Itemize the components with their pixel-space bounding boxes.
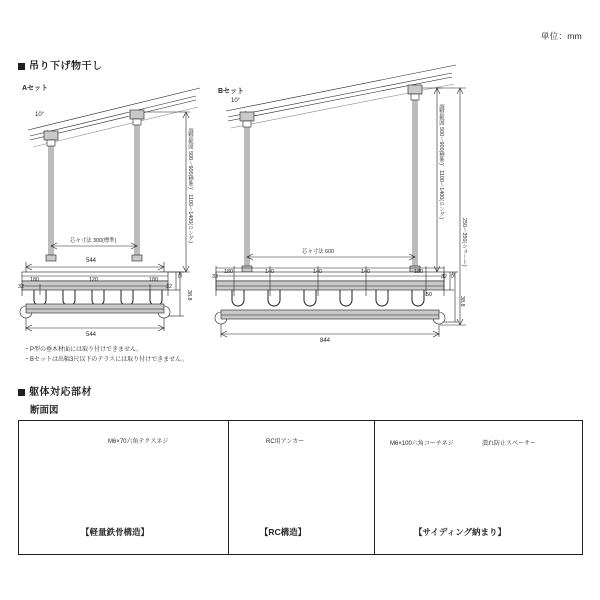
a-set-angle: 10°	[35, 112, 45, 118]
b-set-name: Bセット	[218, 88, 245, 95]
a-set-side-dim-45: 45	[176, 272, 182, 278]
detail-1-caption: 【軽量鉄骨構造】	[80, 527, 149, 537]
a-set-dim-180-left: 180	[30, 277, 39, 283]
b-set-roof	[226, 65, 456, 128]
b-set-bottom-width: 844	[320, 338, 331, 344]
a-set-edge-dim-right: 32	[166, 284, 172, 290]
section-title-hanging: 吊り下げ物干し	[18, 57, 103, 72]
b-set-edge-dim-left: 32	[212, 274, 218, 280]
a-set-edge-dim-left: 32	[18, 284, 24, 290]
b-set-side-dim-388: 38.8	[459, 296, 465, 307]
b-set-rail	[215, 272, 445, 324]
b-set-height-label: 調整範囲 500～900(標準)、1100～1400(ロング)	[438, 104, 444, 220]
a-set-right-hanger	[130, 110, 144, 261]
detail-3-label-screw: M6×100六角コーチネジ	[390, 441, 454, 447]
b-set-bottom-dimension	[221, 324, 439, 337]
a-set-bottom-width: 544	[86, 332, 97, 338]
a-set-center-dim-label: 芯々寸法 300(標準)	[70, 238, 117, 244]
a-set-height-label: 調整範囲 500～900(標準)、1100～1400(ロング)	[187, 128, 193, 244]
b-set-side-dim-45: 45	[449, 272, 455, 278]
unit-note: 単位：mm	[540, 31, 582, 41]
a-set-dim-180-right: 180	[149, 277, 158, 283]
a-set-name: Aセット	[22, 85, 49, 92]
note-1: ・P型の垂木材面には取り付けできません。	[24, 347, 143, 353]
b-set-height-label-2: 250～350(ショート)	[461, 218, 467, 267]
b-set-center-dim-label: 芯々寸法 600	[302, 249, 335, 255]
detail-2-label-anchor: RC用アンカー	[266, 439, 305, 445]
b-set-dim-140-1: 140	[265, 269, 274, 275]
section-title-body-parts: 躯体対応部材	[18, 383, 92, 398]
a-set-height-dimension	[144, 112, 190, 272]
detail-1-label-screw: M6×70六角テクスネジ	[108, 439, 169, 445]
b-set-dim-140-3: 140	[361, 269, 370, 275]
subtitle-cross-section: 断面図	[30, 405, 59, 416]
a-set-dim-120: 120	[89, 277, 98, 283]
note-2: ・Bセットは出幅3尺以下のテラスには取り付けできません。	[24, 357, 188, 363]
b-set-right-hanger	[408, 85, 422, 272]
detail-3-caption: 【サイディング納まり】	[413, 527, 507, 537]
b-set-edge-dim-right: 32	[441, 274, 447, 280]
detail-2-caption: 【RC構造】	[259, 527, 307, 537]
b-set-left-hanger	[240, 112, 254, 272]
b-set-angle: 10°	[231, 98, 241, 104]
b-set-dim-140-2: 140	[313, 269, 322, 275]
bullet-square-icon-2	[18, 389, 25, 396]
a-set-top-width: 544	[86, 258, 97, 264]
a-set-left-hanger	[44, 131, 58, 261]
a-set-bottom-dimension	[26, 318, 164, 331]
b-set-dim-180-right: 180	[414, 269, 423, 275]
b-set-side-dim-50: 50	[426, 292, 432, 298]
a-set-side-dimensions	[168, 272, 184, 316]
detail-3-label-spacer: 潰れ防止スペーサー	[482, 441, 537, 447]
b-set-dim-180-left: 180	[224, 269, 233, 275]
a-set-side-dim-388: 38.8	[186, 290, 192, 301]
